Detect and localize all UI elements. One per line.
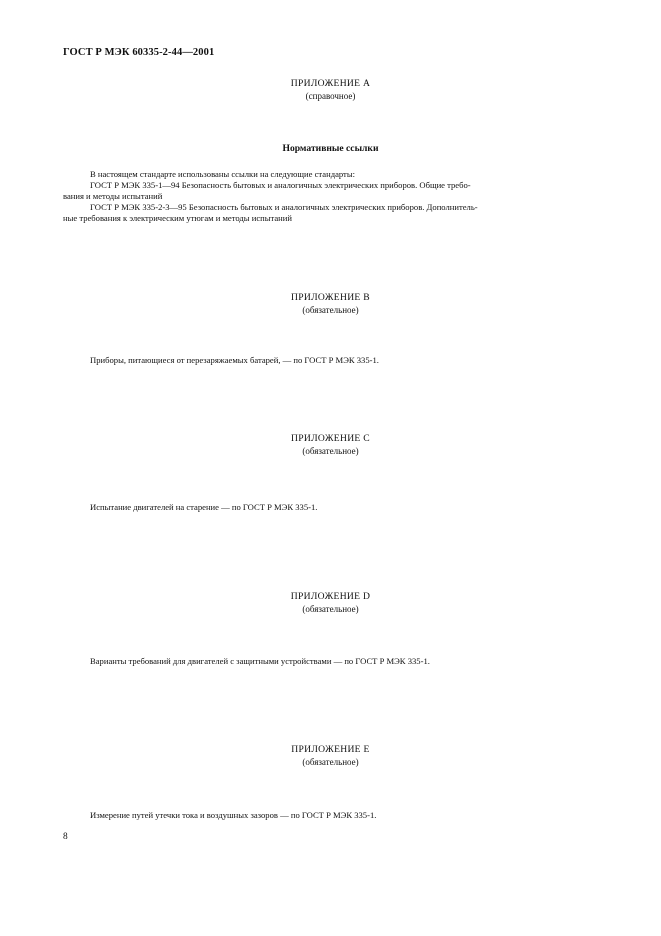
appendix-e-text: Измерение путей утечки тока и воздушных зазоров — по ГОСТ Р МЭК 335-1. <box>90 810 377 820</box>
appendix-a-heading: Нормативные ссылки <box>282 143 379 154</box>
appendix-a-line-3: вания и методы испытаний <box>63 191 163 201</box>
appendix-e-status: (обязательное) <box>302 757 359 767</box>
appendix-b-text: Приборы, питающиеся от перезаряжаемых батарей, — по ГОСТ Р МЭК 335-1. <box>90 355 379 365</box>
appendix-e-title: ПРИЛОЖЕНИЕ Е <box>291 744 370 755</box>
appendix-a-line-4: ГОСТ Р МЭК 335-2-3—95 Безопасность бытовых и аналогичных электрических приборов. Дополнитель- <box>90 202 478 212</box>
appendix-a-status: (справочное) <box>305 91 356 101</box>
appendix-c-title: ПРИЛОЖЕНИЕ С <box>291 433 370 444</box>
appendix-d-status: (обязательное) <box>302 604 359 614</box>
appendix-d-title: ПРИЛОЖЕНИЕ D <box>290 591 371 602</box>
appendix-a-title: ПРИЛОЖЕНИЕ А <box>290 78 371 89</box>
appendix-b-status: (обязательное) <box>302 305 359 315</box>
appendix-a-line-1: В настоящем стандарте использованы ссылки на следующие стандарты: <box>90 169 355 179</box>
page-number: 8 <box>63 832 68 842</box>
document-header: ГОСТ Р МЭК 60335-2-44—2001 <box>63 47 215 58</box>
appendix-c-text: Испытание двигателей на старение — по ГОСТ Р МЭК 335-1. <box>90 502 318 512</box>
appendix-b-title: ПРИЛОЖЕНИЕ В <box>291 292 370 303</box>
appendix-d-text: Варианты требований для двигателей с защитными устройствами — по ГОСТ Р МЭК 335-1. <box>90 656 430 666</box>
appendix-a-line-2: ГОСТ Р МЭК 335-1—94 Безопасность бытовых и аналогичных электрических приборов. Общие требо- <box>90 180 471 190</box>
appendix-a-line-5: ные требования к электрическим утюгам и методы испытаний <box>63 213 292 223</box>
appendix-c-status: (обязательное) <box>302 446 359 456</box>
